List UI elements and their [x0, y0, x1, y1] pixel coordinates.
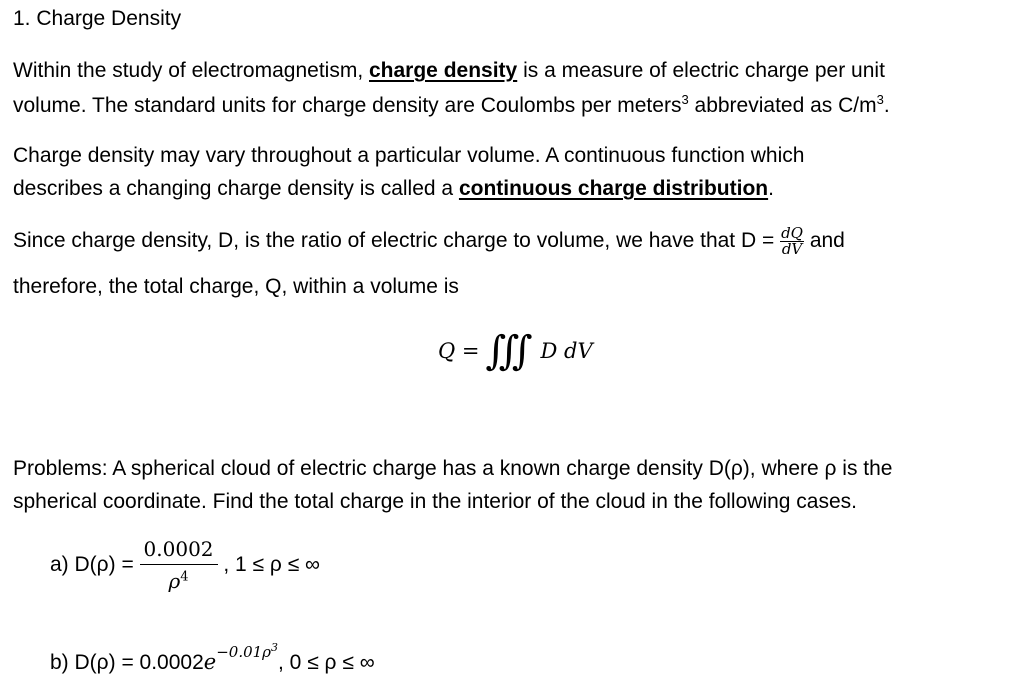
p1-sup-1: 3 — [681, 92, 689, 107]
paragraph-2-line-2 — [13, 178, 774, 199]
equation-rhs: D dV — [540, 339, 593, 363]
problems-line-1: Problems: A spherical cloud of electric charge has a known charge density D(ρ), where ρ is the — [13, 457, 893, 480]
paragraph-3-line-1 — [13, 226, 845, 257]
paragraph-1-line-2 — [13, 93, 890, 116]
paragraph-1-line-1 — [13, 60, 885, 81]
p2-line2-pre: describes a changing charge density is called a — [13, 177, 459, 200]
case-a-exponent: 4 — [180, 569, 189, 585]
problems-line-2: spherical coordinate. Find the total charge in the interior of the cloud in the following cases. — [13, 490, 857, 513]
p1-line2-end: . — [883, 94, 890, 117]
p1-sup-2: 3 — [876, 92, 884, 107]
p1-line2-pre: volume. The standard units for charge density are Coulombs per meters — [13, 94, 682, 117]
total-charge-equation — [438, 328, 593, 374]
equation-lhs: Q = — [438, 339, 480, 363]
case-a-numerator: 0.0002 — [143, 537, 214, 561]
case-b-exponent-sup: 3 — [271, 641, 279, 654]
case-a-denominator — [140, 564, 218, 593]
case-a-label: a) D(ρ) = — [50, 553, 134, 576]
fraction-numerator: dQ — [781, 224, 803, 242]
case-b-range: , 0 ≤ ρ ≤ ∞ — [278, 651, 375, 674]
case-b-exponent-text: −0.01ρ — [216, 643, 272, 661]
case-a-range: , 1 ≤ ρ ≤ ∞ — [223, 553, 321, 576]
fraction-denominator: dV — [781, 240, 803, 258]
case-a — [50, 537, 320, 593]
case-b-label: b) D(ρ) = 0.0002 — [50, 651, 204, 674]
charge-density-term: charge density — [369, 59, 518, 82]
p3-line1-post: and — [803, 229, 845, 253]
case-b-exponent — [216, 643, 278, 661]
p3-line1-pre: Since charge density, D, is the ratio of electric charge to volume, we have that D = — [13, 229, 781, 253]
section-heading: 1. Charge Density — [13, 7, 182, 30]
case-a-fraction — [140, 537, 218, 593]
continuous-charge-distribution-term: continuous charge distribution — [458, 177, 769, 200]
dq-dv-fraction — [780, 226, 804, 257]
p1-text-post: is a measure of electric charge per unit — [517, 59, 885, 82]
case-a-rho: ρ — [168, 569, 181, 593]
p2-line2-end: . — [768, 177, 774, 200]
case-b — [50, 641, 375, 675]
case-b-e: e — [203, 650, 217, 674]
paragraph-2-line-1: Charge density may vary throughout a particular volume. A continuous function which — [13, 144, 805, 167]
paragraph-3-line-2: therefore, the total charge, Q, within a volume is — [13, 275, 459, 298]
p1-text-pre: Within the study of electromagnetism, — [13, 59, 369, 82]
p1-line2-mid: abbreviated as C/m — [688, 94, 877, 117]
triple-integral-symbol: ∭ — [485, 328, 521, 374]
